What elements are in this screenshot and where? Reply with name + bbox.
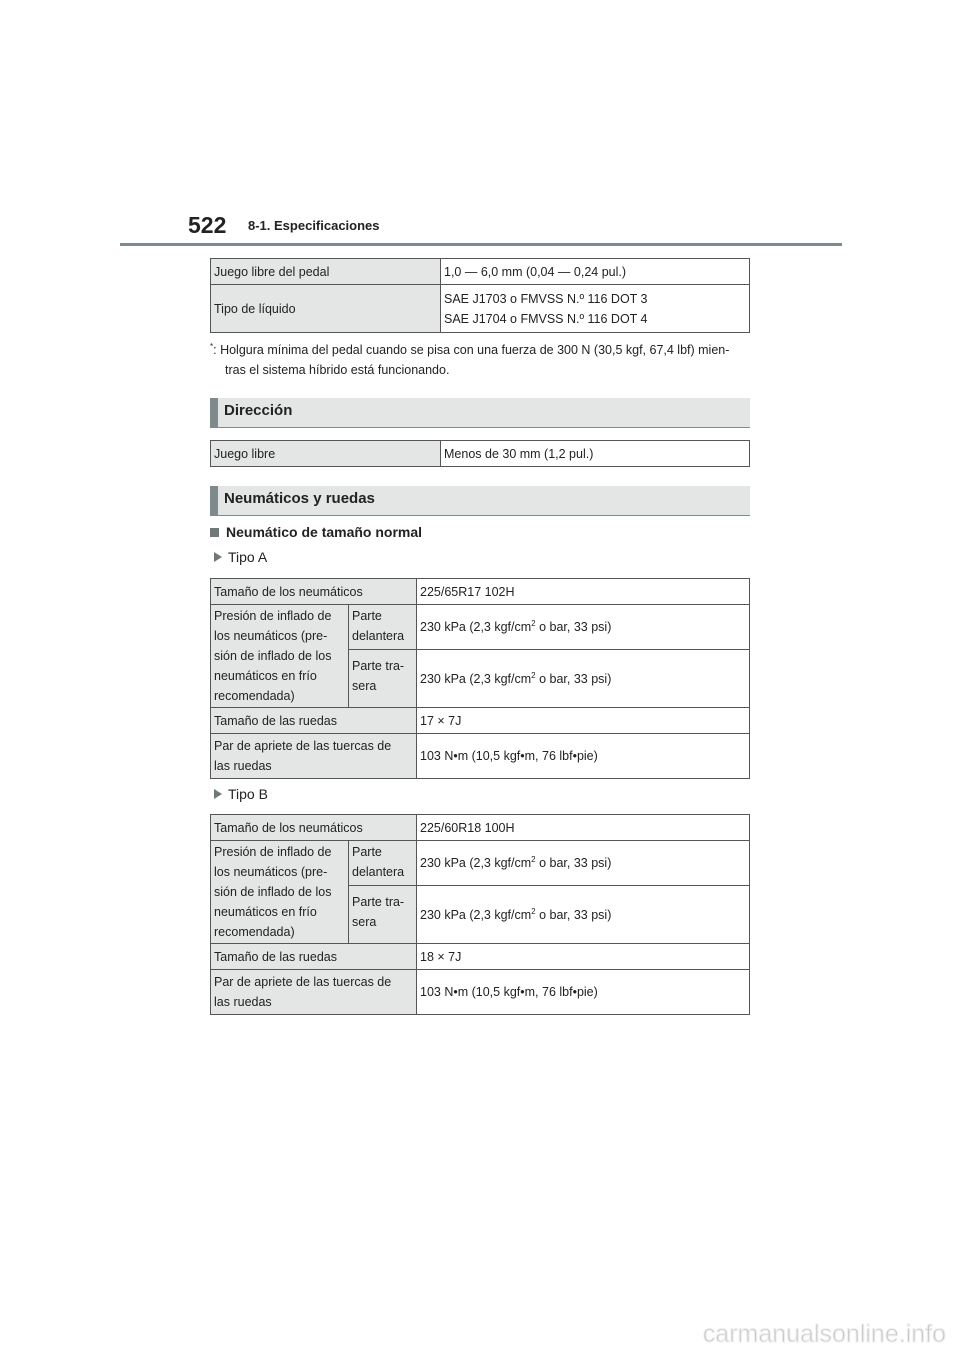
value-sup: 2 [531, 618, 536, 628]
footnote-line: : Holgura mínima del pedal cuando se pisa con una fuerza de 300 N (30,5 kgf, 67,4 lbf) mien- [213, 343, 730, 357]
header-rule [120, 243, 842, 246]
front-label [349, 605, 417, 650]
type-a-table [210, 578, 750, 779]
triangle-bullet-icon [214, 552, 222, 562]
normal-tire-subheading [210, 524, 422, 540]
table-row [211, 815, 750, 841]
table-row [211, 579, 750, 605]
pressure-label-line: Presión de inflado de [214, 845, 332, 859]
square-bullet-icon [210, 528, 219, 537]
value-part: 230 kPa (2,3 kgf/cm [420, 856, 532, 870]
watermark-text: carmanualsonline.info [702, 1320, 946, 1348]
table-row [211, 441, 750, 467]
tire-size-value: 225/60R18 100H [417, 815, 750, 841]
pedal-play-value: 1,0 — 6,0 mm (0,04 — 0,24 pul.) [441, 259, 750, 285]
value-part: o bar, 33 psi) [535, 856, 612, 870]
front-label-line: delantera [352, 629, 405, 643]
value-sup: 2 [531, 906, 536, 916]
wheel-size-label: Tamaño de las ruedas [211, 944, 417, 970]
fluid-type-value [441, 285, 750, 333]
page-number: 522 [188, 212, 227, 238]
table-row [211, 285, 750, 333]
tire-size-value: 225/65R17 102H [417, 579, 750, 605]
pressure-label-line: sión de inflado de los [214, 649, 332, 663]
table-row [211, 605, 750, 650]
rear-pressure-value [417, 650, 750, 708]
value-part: 230 kPa (2,3 kgf/cm [420, 907, 532, 922]
torque-value: 103 N•m (10,5 kgf•m, 76 lbf•pie) [417, 970, 750, 1015]
value-part: o bar, 33 psi) [535, 671, 612, 686]
footnote [210, 340, 755, 380]
torque-label-line: las ruedas [214, 759, 272, 773]
tire-size-label: Tamaño de los neumáticos [211, 815, 417, 841]
type-b-label-text: Tipo B [228, 786, 268, 802]
pedal-play-label: Juego libre del pedal [211, 259, 441, 285]
front-label-line: delantera [352, 865, 405, 879]
steering-play-label: Juego libre [211, 441, 441, 467]
footnote-line: tras el sistema híbrido está funcionando. [225, 363, 450, 377]
footnote-mark: * [210, 341, 214, 351]
steering-play-value: Menos de 30 mm (1,2 pul.) [441, 441, 750, 467]
steering-heading-text: Dirección [224, 402, 293, 419]
pressure-label-line: Presión de inflado de [214, 609, 332, 623]
rear-label [349, 650, 417, 708]
rear-label-line: sera [352, 915, 377, 929]
rear-label [349, 886, 417, 944]
pressure-label-line: neumáticos en frío [214, 669, 317, 683]
table-row [211, 734, 750, 779]
triangle-bullet-icon [214, 789, 222, 799]
torque-value: 103 N•m (10,5 kgf•m, 76 lbf•pie) [417, 734, 750, 779]
torque-label [211, 734, 417, 779]
brake-spec-table [210, 258, 750, 333]
normal-tire-subheading-text: Neumático de tamaño normal [226, 524, 423, 540]
torque-label-line: las ruedas [214, 995, 272, 1009]
type-b-label [214, 786, 268, 802]
steering-heading [210, 398, 750, 428]
torque-label [211, 970, 417, 1015]
rear-pressure-value [417, 886, 750, 944]
type-b-table [210, 814, 750, 1015]
front-pressure-value [417, 841, 750, 886]
pressure-label [211, 841, 349, 944]
front-pressure-value [417, 605, 750, 650]
table-row [211, 970, 750, 1015]
tires-heading-text: Neumáticos y ruedas [224, 490, 375, 507]
torque-label-line: Par de apriete de las tuercas de [214, 975, 392, 989]
steering-table [210, 440, 750, 467]
front-label-line: Parte [352, 609, 382, 623]
fluid-type-label: Tipo de líquido [211, 285, 441, 333]
value-part: 230 kPa (2,3 kgf/cm [420, 671, 532, 686]
watermark [670, 1302, 960, 1358]
pressure-label [211, 605, 349, 708]
pressure-label-line: recomendada) [214, 925, 295, 939]
table-row [211, 708, 750, 734]
table-row [211, 841, 750, 886]
pressure-label-line: sión de inflado de los [214, 885, 332, 899]
value-part: o bar, 33 psi) [535, 620, 612, 634]
front-label [349, 841, 417, 886]
fluid-type-line: SAE J1704 o FMVSS N.º 116 DOT 4 [444, 311, 648, 326]
value-sup: 2 [531, 854, 536, 864]
wheel-size-label: Tamaño de las ruedas [211, 708, 417, 734]
torque-label-line: Par de apriete de las tuercas de [214, 739, 392, 753]
pressure-label-line: los neumáticos (pre- [214, 629, 328, 643]
rear-label-line: Parte tra- [352, 659, 405, 673]
front-label-line: Parte [352, 845, 382, 859]
wheel-size-value: 17 × 7J [417, 708, 750, 734]
section-title: 8-1. Especificaciones [248, 218, 380, 233]
rear-label-line: sera [352, 679, 377, 693]
tire-size-label: Tamaño de los neumáticos [211, 579, 417, 605]
wheel-size-value: 18 × 7J [417, 944, 750, 970]
rear-label-line: Parte tra- [352, 895, 405, 909]
pressure-label-line: recomendada) [214, 689, 295, 703]
table-row [211, 259, 750, 285]
value-part: o bar, 33 psi) [535, 907, 612, 922]
value-sup: 2 [531, 670, 536, 680]
type-a-label-text: Tipo A [228, 549, 268, 565]
fluid-type-line: SAE J1703 o FMVSS N.º 116 DOT 3 [444, 291, 648, 306]
pressure-label-line: los neumáticos (pre- [214, 865, 328, 879]
type-a-label [214, 549, 267, 565]
tires-heading [210, 486, 750, 516]
table-row [211, 944, 750, 970]
value-part: 230 kPa (2,3 kgf/cm [420, 620, 532, 634]
pressure-label-line: neumáticos en frío [214, 905, 317, 919]
